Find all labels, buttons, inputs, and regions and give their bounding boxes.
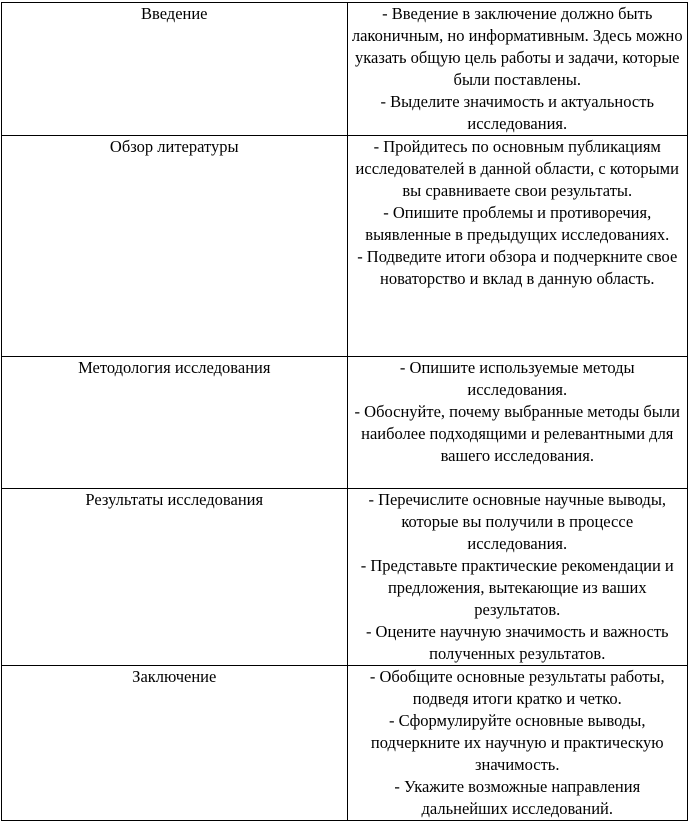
- section-cell: [2, 489, 348, 666]
- section-title: Обзор литературы: [109, 137, 239, 156]
- recommendations-cell: [347, 3, 687, 136]
- recommendation-point: - Обоснуйте, почему выбранные методы были наиболее подходящими и релевантными для вашего исследования.: [354, 402, 680, 465]
- recommendation-point: - Перечислите основные научные выводы, которые вы получили в процессе исследования.: [368, 490, 667, 553]
- recommendation-point: - Подведите итоги обзора и подчеркните свое новаторство и вклад в данную область.: [357, 247, 678, 288]
- recommendation-point: - Представьте практические рекомендации и предложения, вытекающие из ваших результатов.: [360, 556, 674, 619]
- recommendation-point: - Пройдитесь по основным публикациям исследователей в данной области, с которыми вы сравниваете свои результаты.: [355, 137, 679, 200]
- recommendation-point: - Укажите возможные направления дальнейших исследований.: [394, 777, 641, 818]
- recommendation-point: - Обобщите основные результаты работы, подведя итоги кратко и четко.: [369, 667, 665, 708]
- recommendation-point: - Опишите используемые методы исследования.: [399, 358, 635, 399]
- section-cell: [2, 3, 348, 136]
- recommendation-point: - Оцените научную значимость и важность полученных результатов.: [365, 622, 669, 663]
- section-title: Методология исследования: [78, 358, 271, 377]
- recommendation-point: - Введение в заключение должно быть лаконичным, но информативным. Здесь можно указать общую цель работы и задачи, которые были поставлены.: [351, 4, 683, 89]
- section-cell: [2, 666, 348, 821]
- section-cell: [2, 136, 348, 357]
- table-row: [2, 3, 688, 136]
- section-cell: [2, 357, 348, 489]
- table-row: [2, 136, 688, 357]
- recommendation-point: - Выделите значимость и актуальность исследования.: [380, 92, 654, 133]
- recommendation-point: - Опишите проблемы и противоречия, выявленные в предыдущих исследованиях.: [365, 203, 670, 244]
- recommendations-cell: [347, 666, 687, 821]
- section-title: Заключение: [132, 667, 217, 686]
- recommendations-cell: [347, 357, 687, 489]
- section-title: Результаты исследования: [85, 490, 264, 509]
- table-row: [2, 666, 688, 821]
- table-row: [2, 489, 688, 666]
- table-row: [2, 357, 688, 489]
- recommendations-cell: [347, 136, 687, 357]
- recommendations-cell: [347, 489, 687, 666]
- recommendation-point: - Сформулируйте основные выводы, подчеркните их научную и практическую значимость.: [370, 711, 664, 774]
- section-title: Введение: [141, 4, 208, 23]
- structure-table: [1, 2, 688, 821]
